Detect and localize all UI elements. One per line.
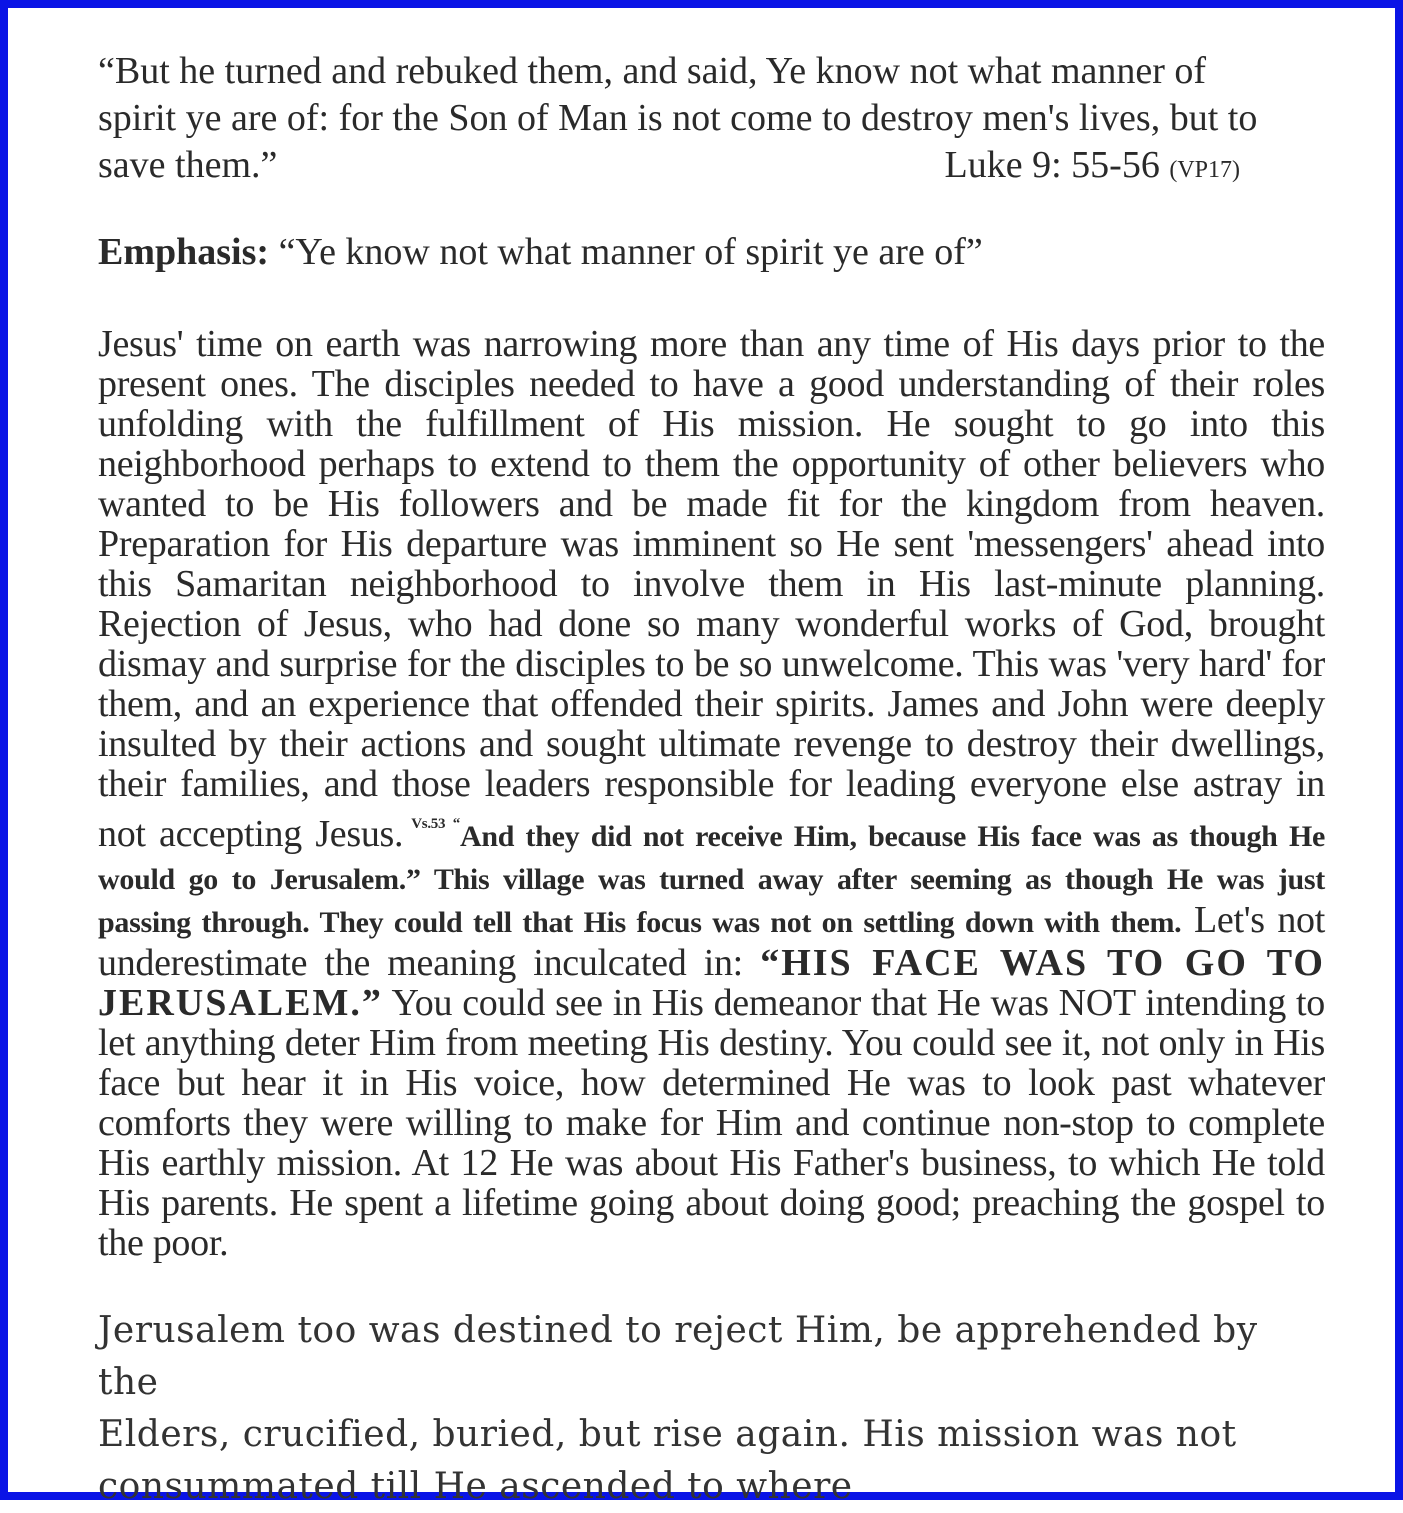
closing-line: Elders, crucified, buried, but rise again. His mission was not xyxy=(98,1414,1237,1455)
emphasis-line xyxy=(98,229,1325,276)
body-text-part3: You could see in His demeanor that He was NOT intending to let anything deter Him from meeting His destiny. You could see it, not only in His face but hear it in His voice, how determined He was to look past whatever comforts they were willing to make for Him and continue non-stop to complete His earthly mission. At 12 He was about His Father's business, to which He told His parents. He spent a lifetime going about doing good; preaching the gospel to the poor. xyxy=(98,982,1325,1264)
closing-line: consummated till He ascended to where xyxy=(98,1466,853,1507)
scripture-quote xyxy=(98,48,1325,194)
caps-passage: “HIS FACE WAS TO GO TO JERUSALEM.” xyxy=(98,942,1325,1024)
bold-passage: And they did not receive Him, because His face was as though He would go to Jerusalem.” This village was turned away after seeming as though He was just passing through. They could tell that His focus was not on settling down with them. xyxy=(98,820,1325,939)
quote-line: save them.” xyxy=(98,144,278,186)
body-text-part2: Let's not underestimate the meaning inculcated in: xyxy=(98,899,1325,984)
quote-last-row xyxy=(98,142,1325,194)
body-paragraph xyxy=(98,324,1325,1263)
emphasis-text: “Ye know not what manner of spirit ye are of” xyxy=(278,231,983,273)
closing-line: Jerusalem too was destined to reject Him, be apprehended by the xyxy=(98,1310,1258,1403)
scripture-reference xyxy=(945,142,1240,194)
verse-marker: Vs.53 “ xyxy=(411,816,461,832)
devotional-content xyxy=(98,48,1325,1513)
body-text-part1: Jesus' time on earth was narrowing more than any time of His days prior to the present ones. The disciples needed to have a good understanding of their roles unfolding with the fulfillment of His mission. He sought to go into this neighborhood perhaps to extend to them the opportunity of other believers who wanted to be His followers and be made fit for the kingdom from heaven. Preparation for His departure was imminent so He sent 'messengers' ahead into this Samaritan neighborhood to involve them in His last-minute planning. Rejection of Jesus, who had done so many wonderful works of God, brought dismay and surprise for the disciples to be so unwelcome. This was 'very hard' for them, and an experience that offended their spirits. James and John were deeply insulted by their actions and sought ultimate revenge to destroy their dwellings, their families, and those leaders responsible for leading everyone else astray in not accepting Jesus. xyxy=(98,323,1325,855)
quote-line: “But he turned and rebuked them, and said, Ye know not what manner of xyxy=(98,50,1207,92)
emphasis-label: Emphasis: xyxy=(98,231,270,273)
reference-text: Luke 9: 55-56 xyxy=(944,144,1160,186)
closing-paragraph xyxy=(98,1305,1325,1513)
quote-line: spirit ye are of: for the Son of Man is not come to destroy men's lives, but to xyxy=(98,97,1258,139)
reference-code: (VP17) xyxy=(1169,157,1240,183)
